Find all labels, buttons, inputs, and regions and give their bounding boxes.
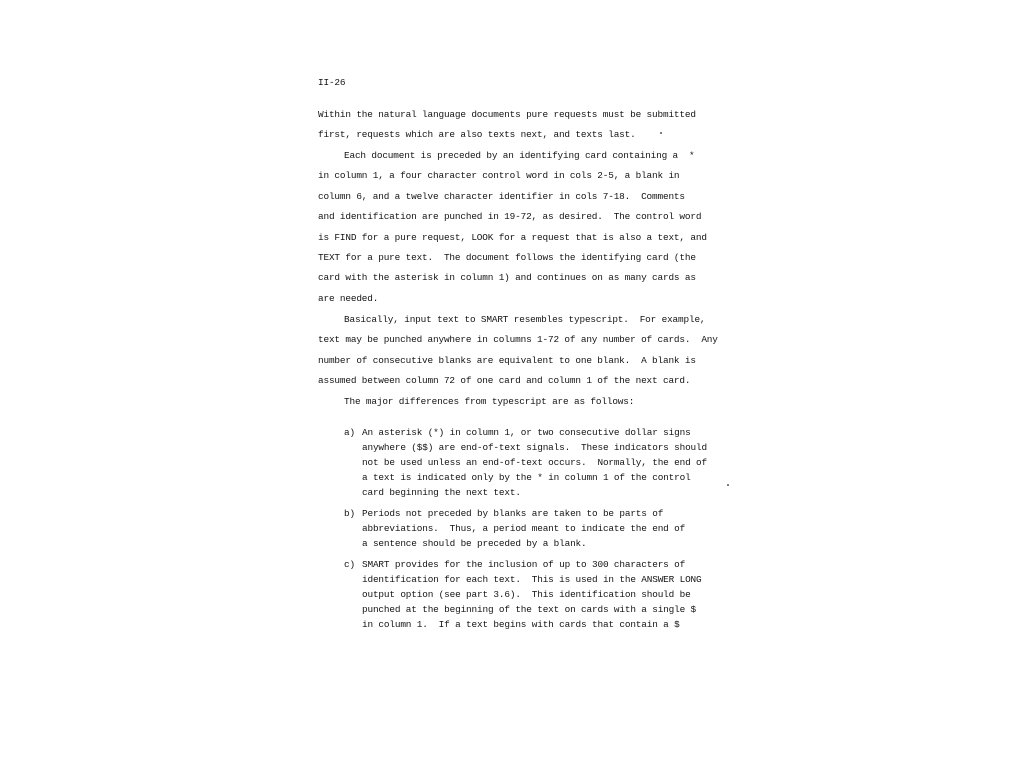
paragraph-line: column 6, and a twelve character identifier in cols 7-18. Comments [318, 191, 685, 202]
paragraph-line: TEXT for a pure text. The document follows the identifying card (the [318, 252, 696, 263]
paragraph-line: first, requests which are also texts next, and texts last. [318, 129, 636, 140]
paragraph-line: is FIND for a pure request, LOOK for a request that is also a text, and [318, 232, 707, 243]
paragraph-line: are needed. [318, 293, 379, 304]
list-item-line: anywhere ($$) are end-of-text signals. These indicators should [362, 442, 707, 453]
list-item-line: SMART provides for the inclusion of up to 300 characters of [362, 559, 686, 570]
list-item-line: in column 1. If a text begins with cards that contain a $ [362, 619, 680, 630]
paragraph-line: and identification are punched in 19-72, as desired. The control word [318, 211, 702, 222]
paragraph-line: Each document is preceded by an identifying card containing a * [344, 150, 695, 161]
list-marker: c) [344, 559, 355, 570]
list-item-line: a sentence should be preceded by a blank. [362, 538, 587, 549]
list-item-line: abbreviations. Thus, a period meant to indicate the end of [362, 523, 686, 534]
paragraph-line: The major differences from typescript are as follows: [344, 396, 635, 407]
list-item-line: output option (see part 3.6). This identification should be [362, 589, 691, 600]
paragraph-line: number of consecutive blanks are equivalent to one blank. A blank is [318, 355, 696, 366]
scan-speck [727, 484, 729, 486]
list-marker: a) [344, 427, 355, 438]
list-item-line: An asterisk (*) in column 1, or two consecutive dollar signs [362, 427, 691, 438]
list-item-line: a text is indicated only by the * in column 1 of the control [362, 472, 691, 483]
list-marker: b) [344, 508, 355, 519]
paragraph-line: Basically, input text to SMART resembles typescript. For example, [344, 314, 706, 325]
paragraph-line: card with the asterisk in column 1) and continues on as many cards as [318, 272, 696, 283]
list-item-line: card beginning the next text. [362, 487, 521, 498]
paragraph-line: in column 1, a four character control word in cols 2-5, a blank in [318, 170, 680, 181]
list-item-line: identification for each text. This is used in the ANSWER LONG [362, 574, 702, 585]
paragraph-line: text may be punched anywhere in columns 1-72 of any number of cards. Any [318, 334, 718, 345]
paragraph-line: assumed between column 72 of one card and column 1 of the next card. [318, 375, 691, 386]
list-item-line: Periods not preceded by blanks are taken to be parts of [362, 508, 664, 519]
list-item-line: punched at the beginning of the text on cards with a single $ [362, 604, 697, 615]
page-number: II-26 [318, 77, 346, 88]
list-item-line: not be used unless an end-of-text occurs. Normally, the end of [362, 457, 707, 468]
scan-speck [660, 132, 662, 134]
paragraph-line: Within the natural language documents pure requests must be submitted [318, 109, 696, 120]
